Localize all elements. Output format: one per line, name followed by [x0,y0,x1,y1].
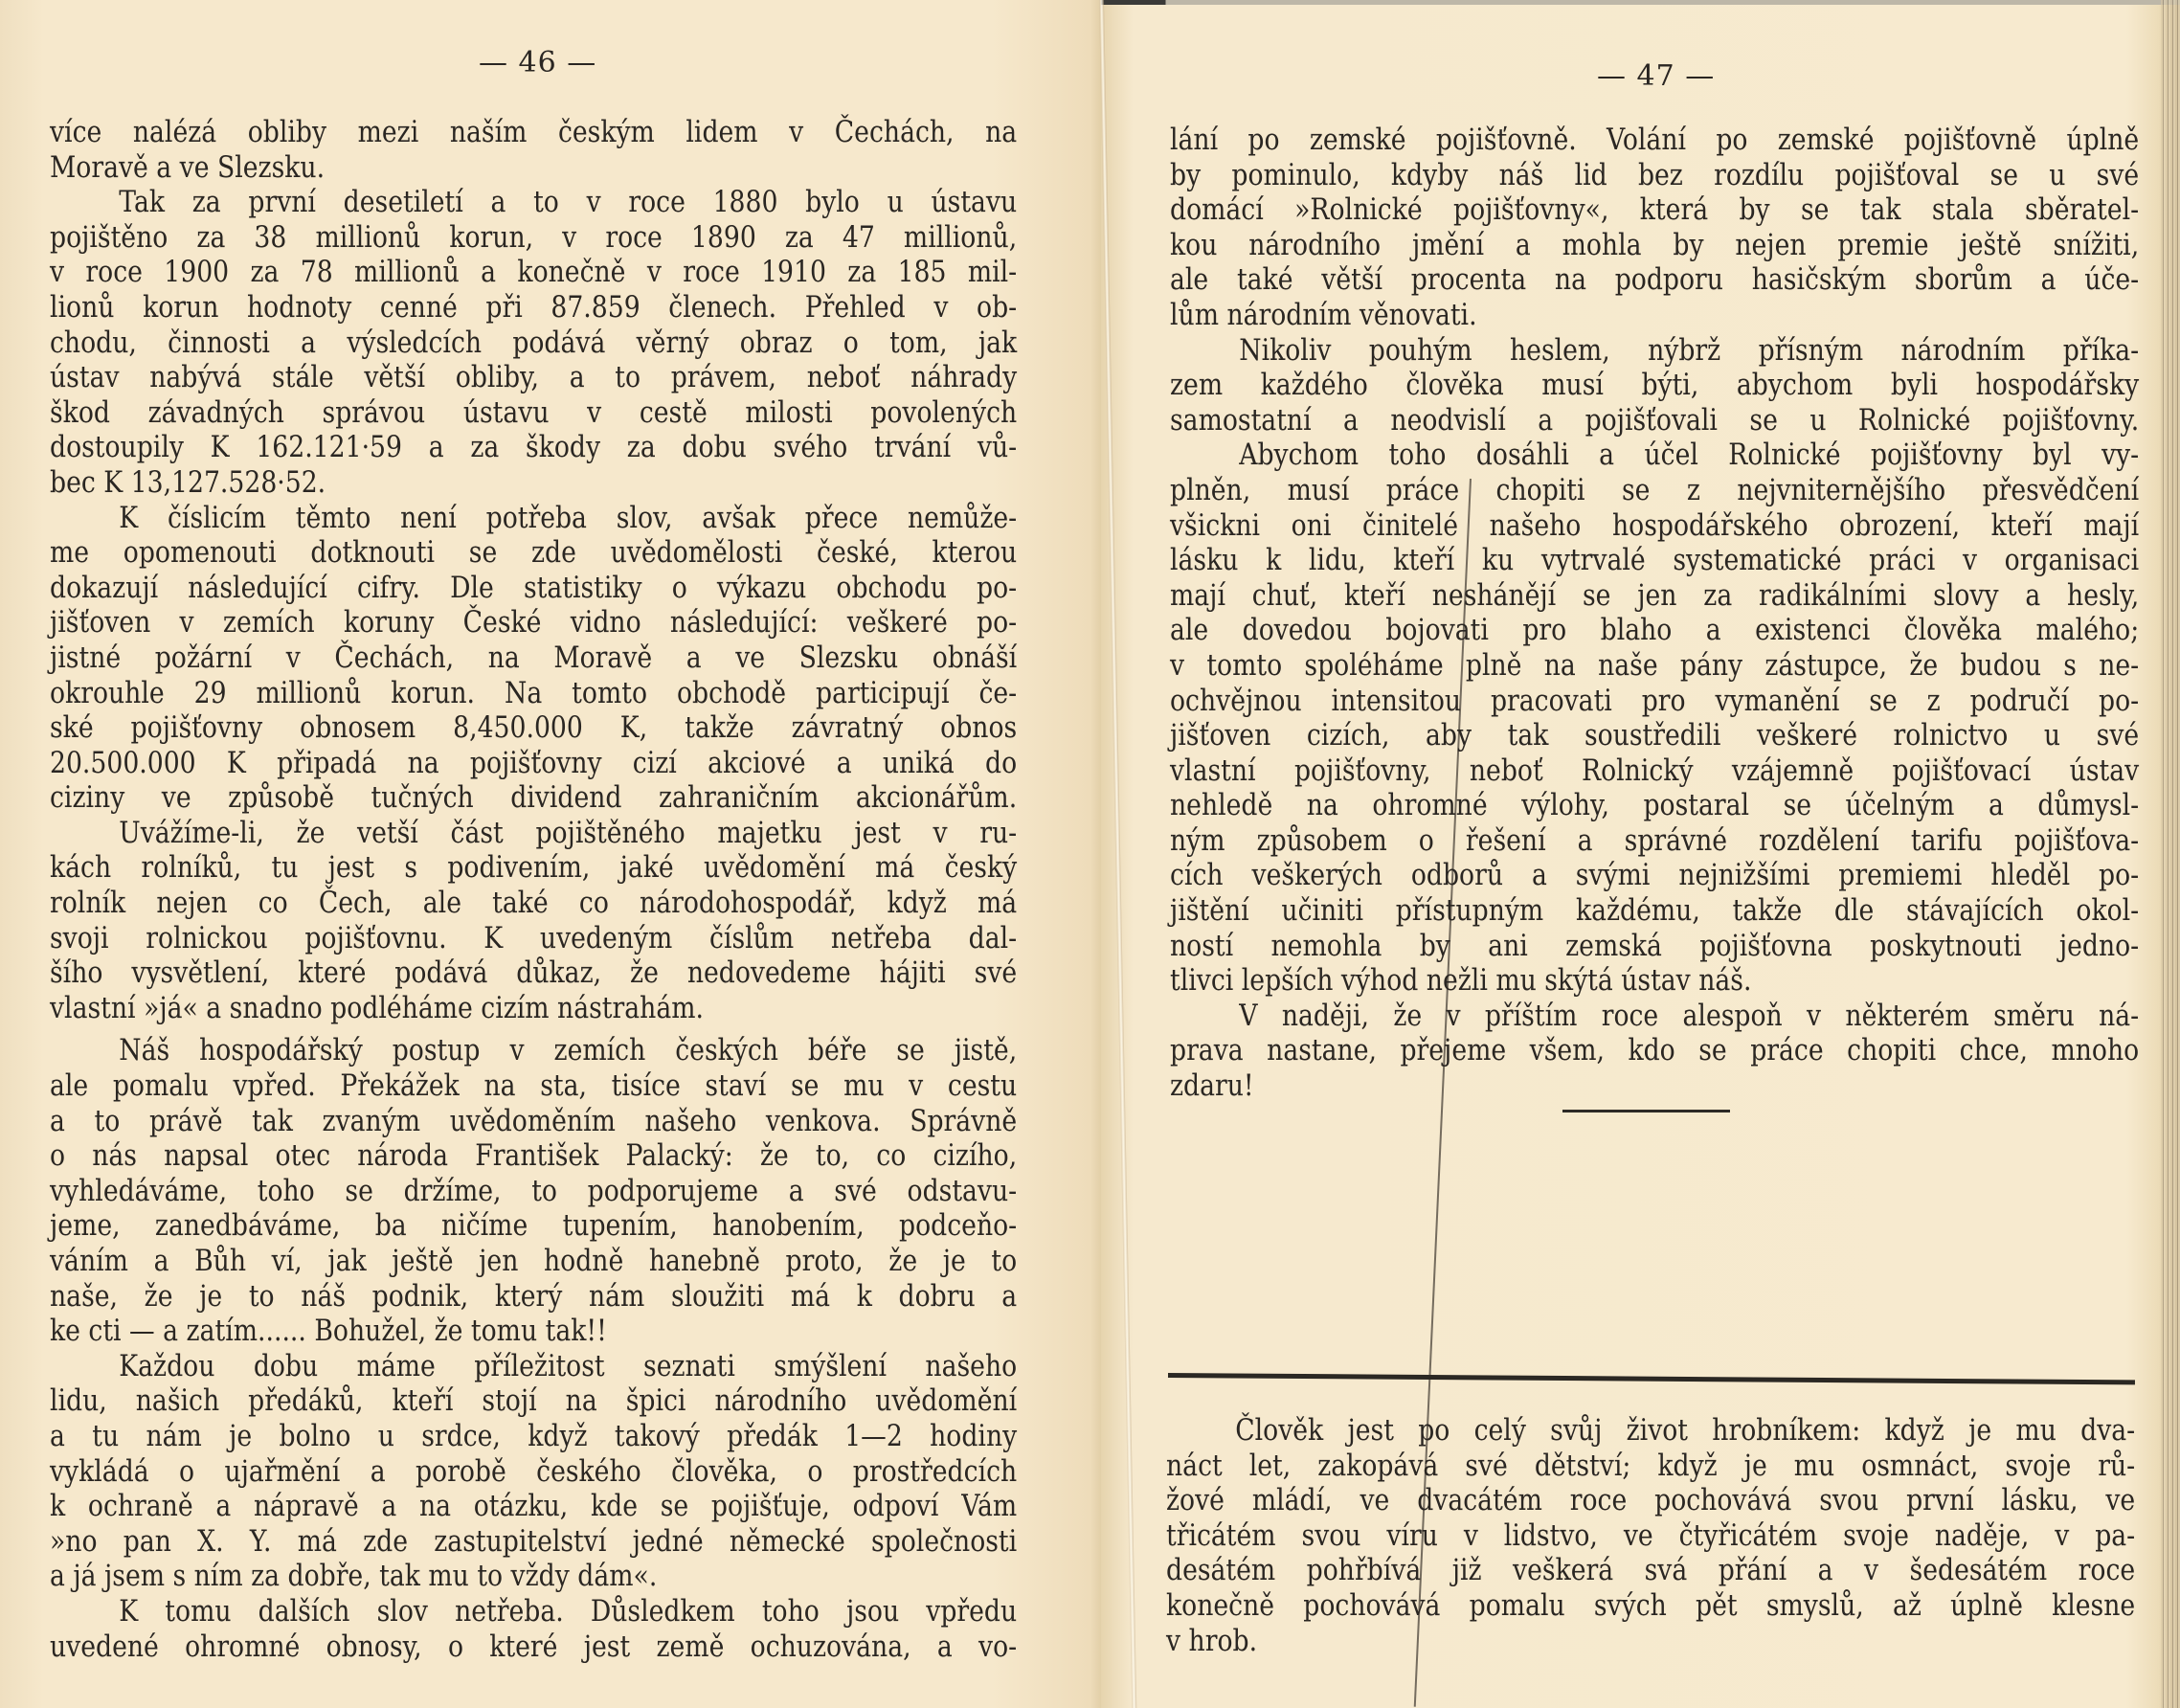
text-line: jistné požární v Čechách, na Moravě a ve Slezsku obnáší [50,640,1018,675]
text-line: tlivci lepších výhod nežli mu skýtá ústav náš. [1170,963,1752,999]
text-line: ochvějnou intensitou pracovati pro vymanění se z područí po- [1170,683,2140,718]
text-line: Abychom toho dosáhli a účel Rolnické pojišťovny byl vy- [1239,438,2140,473]
text-line: pojištěno za 38 millionů korun, v roce 1890 za 47 millionů, [50,219,1018,255]
text-line: me opomenouti dotknouti se zde uvědomělosti české, kterou [50,535,1018,571]
text-line: vyhledáváme, toho se držíme, to podporujeme a své odstavu- [50,1173,1018,1208]
text-line: samostatní a neodvislí a pojišťovali se u Rolnické pojišťovny. [1170,402,2140,438]
left-page-text-column [50,115,1017,1664]
text-line: ností nemohla by ani zemská pojišťovna poskytnouti jedno- [1170,928,2140,963]
text-line: třicátém svou víru v lidstvo, ve čtyřicátém svoje naděje, v pa- [1166,1517,2136,1553]
text-line: lům národním věnovati. [1170,297,1477,332]
text-line: plněn, musí práce chopiti se z nejvniternějšího přesvědčení [1170,472,2140,507]
text-line: konečně pochovává pomalu svých pět smyslů, až úplně klesne [1166,1587,2136,1623]
text-line: lionů korun hodnoty cenné při 87.859 členech. Přehled v ob- [50,289,1018,325]
text-line: vlastní pojišťovny, neboť Rolnický vzájemně pojišťovací ústav [1170,753,2140,788]
text-line: všickni oni činitelé našeho hospodářského obrození, kteří mají [1170,507,2140,543]
scan-top-edge [1101,0,2180,5]
text-line: a to právě tak zvaným uvědoměním našeho venkova. Správně [50,1103,1018,1138]
page-number-left: — 46 — [479,46,597,79]
text-line: ke cti — a zatím...... Bohužel, že tomu tak!! [50,1314,607,1349]
text-line: v hrob. [1166,1623,1258,1658]
text-line: lidu, našich předáků, kteří stojí na špici národního uvědomění [50,1383,1018,1419]
text-line: uvedené ohromné obnosy, o které jest země ochuzována, a vo- [50,1629,1018,1664]
text-line: Nikoliv pouhým heslem, nýbrž přísným národním příka- [1239,332,2140,368]
text-line: ale pomalu vpřed. Překážek na sta, tisíce staví se mu v cestu [50,1068,1018,1104]
text-line: k ochraně a nápravě a na otázku, kde se pojišťuje, odpoví Vám [50,1489,1018,1524]
text-line: »no pan X. Y. má zde zastupitelství jedné německé společnosti [50,1523,1018,1559]
text-line: mají chuť, kteří neshánějí se jen za radikálními slovy a hesly, [1170,577,2140,613]
text-line: ciziny ve způsobě tučných dividend zahraničním akcionářům. [50,780,1018,816]
page-stack-edge [2161,0,2180,1708]
text-line: Moravě a ve Slezsku. [50,149,326,185]
text-line: svoji rolnickou pojišťovnu. K uvedeným číslům netřeba dal- [50,920,1018,955]
text-line: náct let, zakopává své dětství; když je mu osmnáct, svoje rů- [1166,1448,2136,1483]
text-line: ské pojišťovny obnosem 8,450.000 K, takže závratný obnos [50,710,1018,746]
text-line: lání po zemské pojišťovně. Volání po zemské pojišťovně úplně [1170,123,2140,157]
text-line: více nalézá obliby mezi naším českým lidem v Čechách, na [50,115,1018,149]
text-line: dostoupily K 162.121·59 a za škody za dobu svého trvání vů- [50,430,1018,465]
text-line: cích veškerých odborů a svými nejnižšími premiemi hleděl po- [1170,858,2140,893]
text-line: kách rolníků, tu jest s podivením, jaké uvědomění má český [50,850,1018,886]
text-line: chodu, činnosti a výsledcích podává věrný obraz o tom, jak [50,325,1018,360]
text-line: v roce 1900 za 78 millionů a konečně v roce 1910 za 185 mil- [50,255,1018,290]
text-line: desátém pohřbívá již veškerá svá přání a v šedesátém roce [1166,1553,2136,1588]
text-line: Náš hospodářský postup v zemích českých béře se jistě, [119,1033,1018,1068]
text-line: jeme, zanedbáváme, ba ničíme tupením, hanobením, podceňo- [50,1208,1018,1244]
text-line: a tu nám je bolno u srdce, když takový předák 1—2 hodiny [50,1418,1018,1453]
text-line: ale také větší procenta na podporu hasičským sborům a úče- [1170,262,2140,298]
text-line: žové mládí, ve dvacátém roce pochovává svou první lásku, ve [1166,1483,2136,1518]
section-end-rule [1562,1110,1730,1112]
text-line: nehledě na ohromné výlohy, postaral se účelným a důmysl- [1170,788,2140,823]
text-line: Každou dobu máme příležitost seznati smýšlení našeho [119,1348,1018,1383]
text-line: Tak za první desetiletí a to v roce 1880 bylo u ústavu [119,185,1018,220]
page-number-right: — 47 — [1597,59,1716,93]
text-line: ústav nabývá stále větší obliby, a to právem, neboť náhrady [50,360,1018,395]
text-line: K číslicím těmto není potřeba slov, avšak přece nemůže- [119,500,1018,535]
text-line: prava nastane, přejeme všem, kdo se práce chopiti chce, mnoho [1170,1033,2140,1068]
text-line: jišťoven v zemích koruny České vidno následující: veškeré po- [50,605,1018,640]
text-line: 20.500.000 K připadá na pojišťovny cizí akciové a uniká do [50,745,1018,780]
text-line: ným způsobem o řešení a správné rozdělení tarifu pojišťova- [1170,822,2140,858]
right-page-footer-aphorism [1166,1413,2135,1658]
text-line: by pominulo, kdyby náš lid bez rozdílu pojišťoval se u své [1170,157,2140,192]
text-line: jišťoven cizích, aby tak soustředili veškeré rolnictvo u své [1170,718,2140,753]
text-line: škod závadných správou ústavu v cestě milosti povolených [50,394,1018,430]
text-line: jištění učiniti přístupným každému, takže dle stávajících okol- [1170,893,2140,929]
text-line: rolník nejen co Čech, ale také co národohospodář, když má [50,886,1018,921]
text-line: naše, že je to náš podnik, který nám sloužiti má k dobru a [50,1278,1018,1314]
text-line: v tomto spoléháme plně na naše pány zástupce, že budou s ne- [1170,647,2140,683]
text-line: V naději, že v příštím roce alespoň v některém směru ná- [1239,998,2140,1033]
text-line: a já jsem s ním za dobře, tak mu to vždy dám«. [50,1559,658,1594]
text-line: domácí »Rolnické pojišťovny«, která by se tak stala sběratel- [1170,192,2140,228]
text-line: zem každého člověka musí býti, abychom byli hospodářsky [1170,368,2140,403]
text-line: Člověk jest po celý svůj život hrobníkem: když je mu dva- [1235,1413,2136,1448]
text-line: ale dovedou bojovati pro blaho a existenci člověka malého; [1170,613,2140,648]
text-line: okrouhle 29 millionů korun. Na tomto obchodě participují če- [50,675,1018,710]
text-line: lásku k lidu, kteří ku vytrvalé systematické práci v organisaci [1170,543,2140,578]
text-line: o nás napsal otec národa František Palacký: že to, co cizího, [50,1138,1018,1174]
text-line: vykládá o ujařmění a porobě českého člověka, o prostředcích [50,1453,1018,1489]
text-line: Uvážíme-li, že vetší část pojištěného majetku jest v ru- [119,815,1018,850]
text-line: K tomu dalších slov netřeba. Důsledkem toho jsou vpředu [119,1593,1018,1629]
text-line: šího vysvětlení, které podává důkaz, že nedovedeme hájiti své [50,955,1018,991]
right-page-text-column [1170,123,2139,1104]
text-line: váním a Bůh ví, jak ještě jen hodně hanebně proto, že je to [50,1244,1018,1278]
text-line: dokazují následující cifry. Dle statistiky o výkazu obchodu po- [50,570,1018,605]
text-line: zdaru! [1170,1068,1254,1104]
text-line: kou národního jmění a mohla by nejen premie ještě snížiti, [1170,227,2140,262]
text-line: vlastní »já« a snadno podléháme cizím nástrahám. [50,990,704,1025]
text-line: bec K 13,127.528·52. [50,464,326,500]
